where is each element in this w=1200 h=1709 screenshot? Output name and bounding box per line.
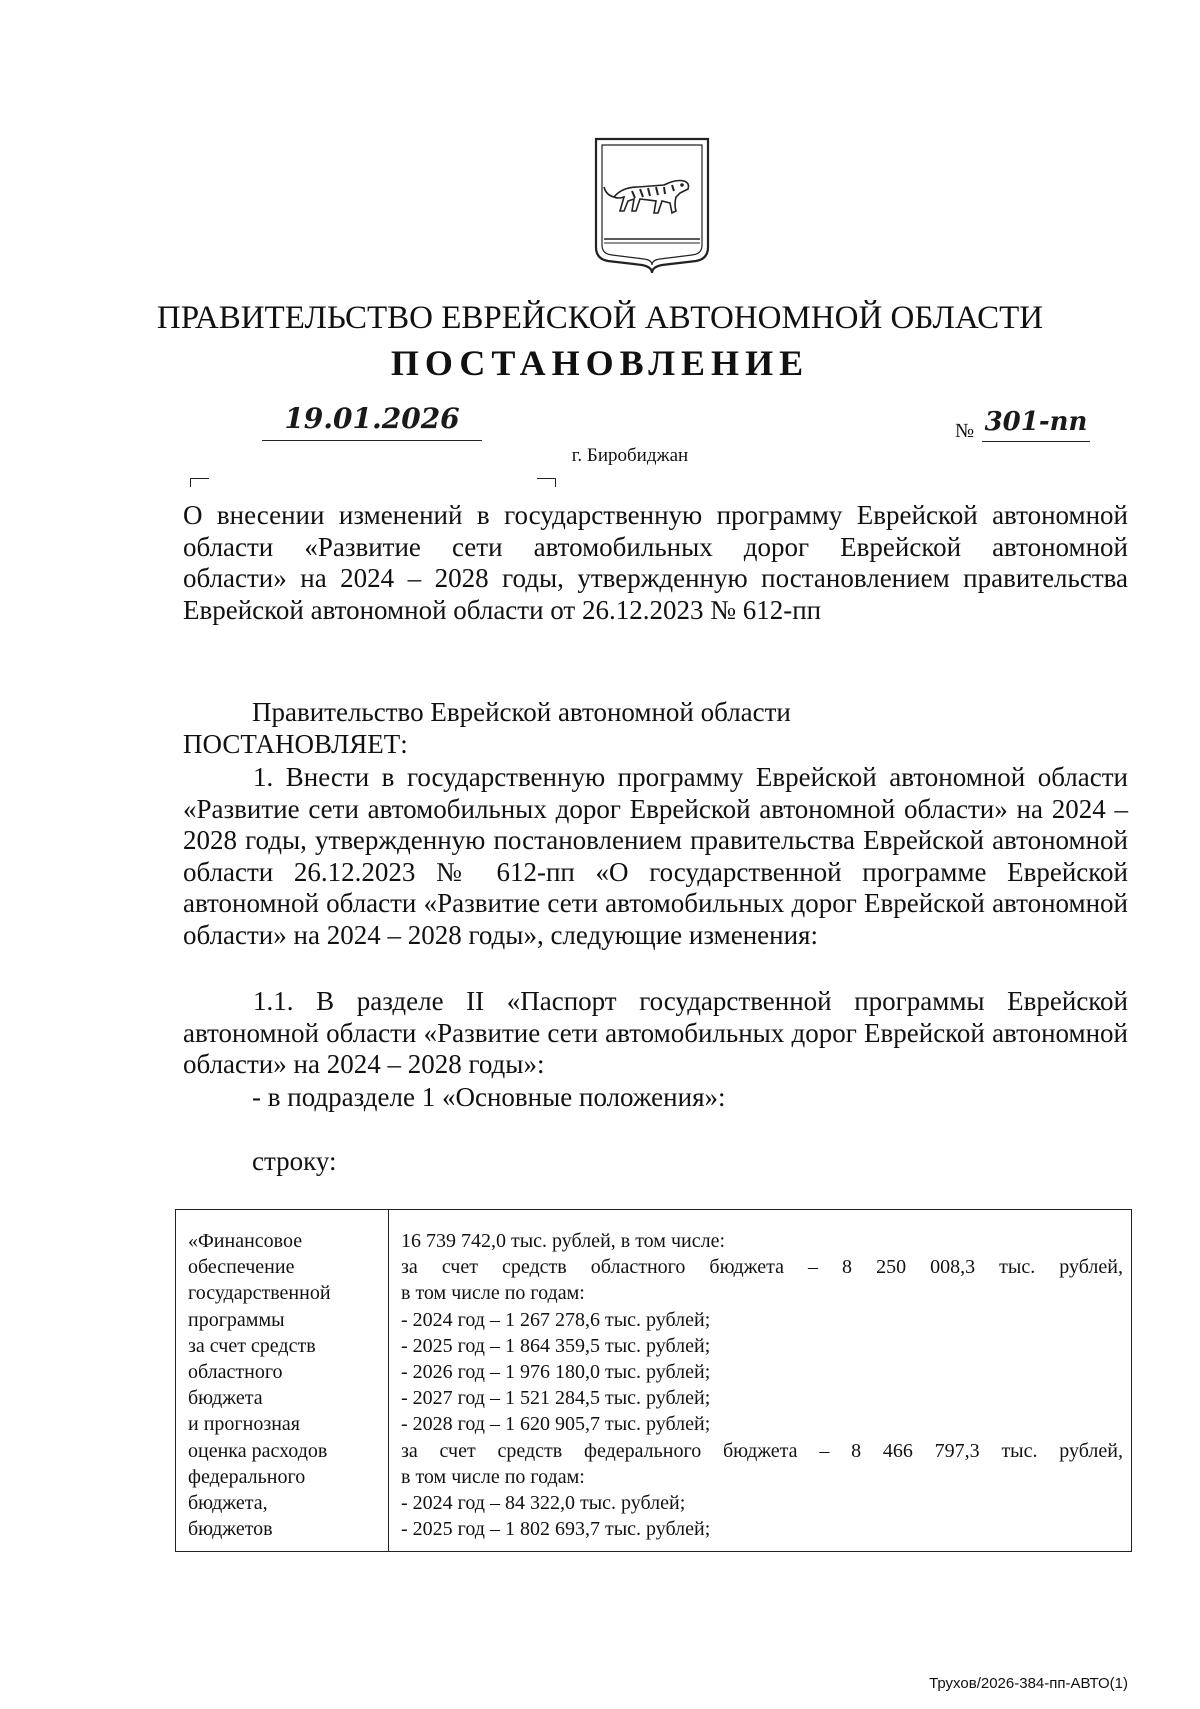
subsection-line: - в подразделе 1 «Основные положения»: (252, 1082, 726, 1112)
table-left-line: и прогнозная (188, 1413, 300, 1436)
table-left-line: оценка расходов (188, 1439, 328, 1462)
document-number-handwritten: 301-пп (982, 405, 1090, 442)
table-right-line: - 2025 год – 1 864 359,5 тыс. рублей; (401, 1334, 711, 1357)
subject-line: области» на 2024 – 2028 годы, утвержденную постановлением правительства (183, 563, 1128, 593)
table-right-line: - 2027 год – 1 521 284,5 тыс. рублей; (401, 1387, 711, 1410)
table-left-line: бюджета (188, 1387, 263, 1410)
table-right-line: за счет средств федерального бюджета – 8 466 797,3 тыс. рублей, (401, 1439, 1123, 1462)
table-right-line: - 2024 год – 1 267 278,6 тыс. рублей; (401, 1308, 711, 1331)
table-right-cell (401, 1228, 1123, 1542)
subject-line: О внесении изменений в государственную программу Еврейской автономной (183, 500, 1128, 530)
table-right-line: в том числе по годам: (401, 1282, 585, 1305)
document-subject (183, 500, 1128, 626)
table-right-line: - 2026 год – 1 976 180,0 тыс. рублей; (401, 1361, 711, 1384)
table-left-line: областного (188, 1361, 283, 1384)
document-type-title: ПОСТАНОВЛЕНИЕ (390, 343, 810, 383)
item-1-1-paragraph: 1.1. В разделе II «Паспорт государственной программы Еврейской автономной области «Развитие сети автомобильных дорог Еврейской автономной области» на 2024 – 2028 годы»: (183, 986, 1128, 1079)
table-left-line: бюджетов (188, 1518, 273, 1541)
table-column-divider (388, 1210, 389, 1551)
subject-corner-right (537, 478, 556, 487)
subject-corner-left (190, 478, 209, 487)
government-title: ПРАВИТЕЛЬСТВО ЕВРЕЙСКОЙ АВТОНОМНОЙ ОБЛАСТИ (156, 300, 1044, 336)
table-left-line: программы (188, 1308, 285, 1331)
table-right-line: - 2028 год – 1 620 905,7 тыс. рублей; (401, 1413, 711, 1436)
footer-document-code: Трухов/2026-384-пп-АВТО(1) (929, 1675, 1128, 1692)
subject-line: области «Развитие сети автомобильных дорог Еврейской автономной (183, 531, 1128, 562)
table-left-line: «Финансовое (188, 1230, 303, 1252)
number-sign: № (955, 420, 975, 442)
table-right-line: в том числе по годам: (401, 1465, 585, 1488)
table-left-line: за счет средств (188, 1334, 316, 1357)
table-left-line: обеспечение (188, 1256, 295, 1279)
coat-of-arms-emblem (592, 135, 712, 275)
table-left-cell (188, 1228, 384, 1542)
table-left-line: государственной (188, 1282, 331, 1305)
document-date-handwritten: 19.01.2026 (262, 400, 482, 441)
subject-line: Еврейской автономной области от 26.12.2023 № 612-пп (183, 594, 822, 625)
row-intro-text: строку: (252, 1146, 337, 1176)
item-1-paragraph: 1. Внести в государственную программу Еврейской автономной области «Развитие сети автомобильных дорог Еврейской автономной области» на 2024 – 2028 годы, утвержденную постановлением правительства Еврейской автономной области 26.12.2023 № 612-пп «О государственной программе Еврейской автономной области «Развитие сети автомобильных дорог Еврейской автономной области» на 2024 – 2028 годы», следующие изменения: (183, 762, 1128, 950)
financing-table (175, 1209, 1132, 1552)
table-right-line: 16 739 742,0 тыс. рублей, в том числе: (401, 1230, 726, 1252)
table-right-line: - 2025 год – 1 802 693,7 тыс. рублей; (401, 1518, 711, 1541)
government-line: Правительство Еврейской автономной области (252, 697, 791, 727)
city-name: г. Биробиджан (571, 445, 689, 466)
table-right-line: - 2024 год – 84 322,0 тыс. рублей; (401, 1492, 686, 1515)
table-left-line: бюджета, (188, 1492, 268, 1515)
table-left-line: федерального (188, 1465, 306, 1488)
table-right-line: за счет средств областного бюджета – 8 250 008,3 тыс. рублей, (401, 1256, 1123, 1279)
resolves-heading: ПОСТАНОВЛЯЕТ: (183, 729, 408, 759)
